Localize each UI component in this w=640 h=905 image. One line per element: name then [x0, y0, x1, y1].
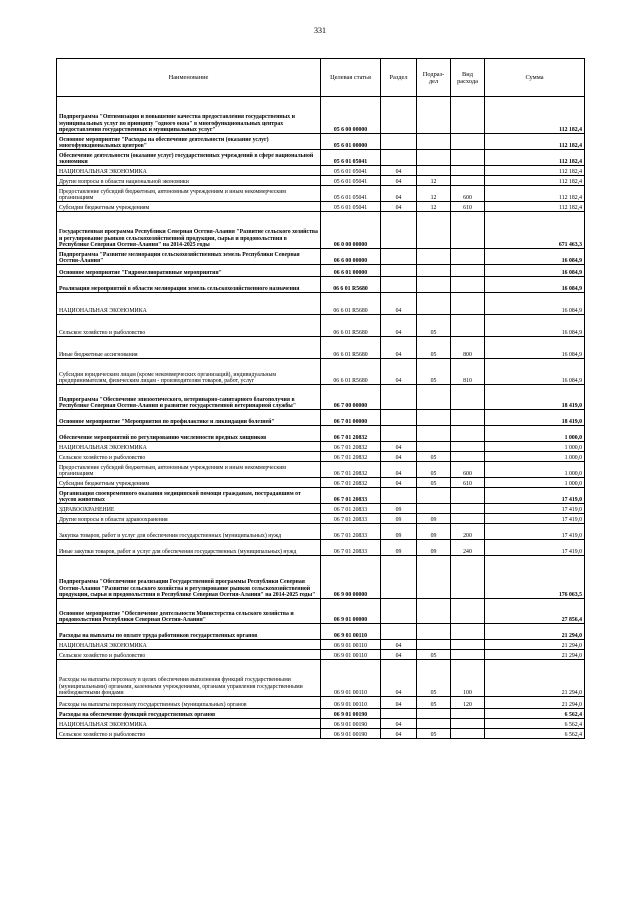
cell-target-article: 05 6 01 05041 [321, 186, 381, 202]
table-row [57, 359, 585, 385]
table-row [57, 202, 585, 212]
cell-sum: 1 000,0 [485, 462, 585, 478]
cell-expense-type [451, 556, 485, 599]
cell-target-article: 05 6 00 00000 [321, 97, 381, 134]
cell-name: Расходы на выплаты по оплате труда работников государственных органов [57, 624, 321, 640]
cell-target-article: 06 7 01 20833 [321, 514, 381, 524]
cell-target-article: 06 7 01 20832 [321, 442, 381, 452]
cell-expense-type [451, 709, 485, 719]
cell-section: 04 [381, 729, 417, 739]
cell-name: НАЦИОНАЛЬНАЯ ЭКОНОМИКА [57, 719, 321, 729]
cell-expense-type [451, 176, 485, 186]
cell-name: Предоставление субсидий бюджетным, автономным учреждениям и иным некоммерческим организациям [57, 186, 321, 202]
table-row [57, 426, 585, 442]
cell-sum: 21 294,0 [485, 640, 585, 650]
cell-expense-type: 240 [451, 540, 485, 556]
page-number: 331 [314, 26, 326, 35]
cell-expense-type [451, 426, 485, 442]
table-row [57, 277, 585, 293]
table-row [57, 729, 585, 739]
cell-section: 04 [381, 697, 417, 709]
cell-name: Иные закупки товаров, работ и услуг для обеспечения государственных (муниципальных) нужд [57, 540, 321, 556]
cell-sum: 16 084,9 [485, 265, 585, 277]
cell-subsection [417, 640, 451, 650]
cell-expense-type [451, 504, 485, 514]
cell-expense-type [451, 134, 485, 150]
table-row [57, 150, 585, 166]
cell-expense-type [451, 265, 485, 277]
table-row [57, 624, 585, 640]
cell-name: Подпрограмма "Оптимизация и повышение качества предоставления государственных и муниципальных услуг по принципу "одного окна" в многофункциональных центрах предоставления государственных и муниципальных услуг" [57, 97, 321, 134]
cell-sum: 17 419,0 [485, 524, 585, 540]
cell-subsection [417, 166, 451, 176]
table-row [57, 478, 585, 488]
table-row [57, 640, 585, 650]
cell-name: Обеспечение мероприятий по регулированию численности вредных хищников [57, 426, 321, 442]
cell-expense-type [451, 640, 485, 650]
cell-target-article: 06 9 01 00190 [321, 709, 381, 719]
cell-subsection [417, 504, 451, 514]
cell-target-article: 06 6 01 R5680 [321, 277, 381, 293]
cell-section: 04 [381, 337, 417, 359]
cell-target-article: 06 7 01 20833 [321, 540, 381, 556]
header-section: Раздел [381, 59, 417, 97]
cell-expense-type: 610 [451, 478, 485, 488]
cell-expense-type: 800 [451, 337, 485, 359]
cell-target-article: 06 7 01 20832 [321, 462, 381, 478]
cell-subsection: 05 [417, 452, 451, 462]
cell-sum: 1 000,0 [485, 426, 585, 442]
cell-section [381, 599, 417, 624]
cell-expense-type [451, 729, 485, 739]
cell-section: 09 [381, 514, 417, 524]
cell-name: Расходы на выплаты персоналу государственных (муниципальных) органов [57, 697, 321, 709]
cell-expense-type [451, 150, 485, 166]
table-row [57, 97, 585, 134]
cell-section: 04 [381, 315, 417, 337]
cell-sum: 16 084,9 [485, 277, 585, 293]
cell-subsection: 05 [417, 359, 451, 385]
cell-expense-type: 600 [451, 186, 485, 202]
cell-sum: 17 419,0 [485, 488, 585, 504]
table-row [57, 462, 585, 478]
cell-name: НАЦИОНАЛЬНАЯ ЭКОНОМИКА [57, 640, 321, 650]
cell-name: Сельское хозяйство и рыболовство [57, 650, 321, 660]
table-row [57, 293, 585, 315]
cell-section: 04 [381, 442, 417, 452]
cell-name: Сельское хозяйство и рыболовство [57, 729, 321, 739]
cell-subsection [417, 556, 451, 599]
cell-target-article: 06 7 01 20832 [321, 426, 381, 442]
cell-name: Субсидии юридическим лицам (кроме некоммерческих организаций), индивидуальным предпринимателям, физическим лицам - производителям товаров, работ, услуг [57, 359, 321, 385]
cell-name: Закупка товаров, работ и услуг для обеспечения государственных (муниципальных) нужд [57, 524, 321, 540]
table-row [57, 410, 585, 426]
cell-target-article: 06 7 01 00000 [321, 410, 381, 426]
cell-expense-type: 600 [451, 462, 485, 478]
table-row [57, 524, 585, 540]
cell-subsection: 09 [417, 514, 451, 524]
cell-target-article: 06 9 01 00110 [321, 640, 381, 650]
cell-section: 04 [381, 293, 417, 315]
cell-section [381, 488, 417, 504]
cell-section [381, 97, 417, 134]
cell-name: НАЦИОНАЛЬНАЯ ЭКОНОМИКА [57, 293, 321, 315]
cell-name: Государственная программа Республики Северная Осетия-Алания "Развитие сельского хозяйства и регулирование рынков сельскохозяйственной продукции, сырья и продовольствия в Республике Северная Осетия-Алания" на 2014-2025 годы [57, 212, 321, 249]
cell-sum: 112 182,4 [485, 166, 585, 176]
cell-name: Иные бюджетные ассигнования [57, 337, 321, 359]
cell-target-article: 06 6 01 R5680 [321, 337, 381, 359]
cell-target-article: 06 9 01 00190 [321, 719, 381, 729]
table-row [57, 134, 585, 150]
cell-section: 04 [381, 186, 417, 202]
cell-sum: 21 294,0 [485, 624, 585, 640]
cell-sum: 112 182,4 [485, 186, 585, 202]
cell-name: Расходы на выплаты персоналу в целях обеспечения выполнения функций государственными (муниципальными) органами, казенными учреждениями, органами управления государственными внебюджетными фондами [57, 660, 321, 697]
cell-target-article: 06 6 01 R5680 [321, 359, 381, 385]
cell-target-article: 06 7 01 20832 [321, 452, 381, 462]
cell-sum: 16 084,9 [485, 359, 585, 385]
cell-sum: 112 182,4 [485, 97, 585, 134]
cell-sum: 21 294,0 [485, 650, 585, 660]
cell-name: Основное мероприятие "Обеспечение деятельности Министерства сельского хозяйства и продовольствия Республики Северная Осетия-Алания" [57, 599, 321, 624]
cell-name: НАЦИОНАЛЬНАЯ ЭКОНОМИКА [57, 442, 321, 452]
table-row [57, 337, 585, 359]
cell-name: Основное мероприятие "Расходы на обеспечение деятельности (оказание услуг) многофункциональных центров" [57, 134, 321, 150]
cell-name: Подпрограмма "Обеспечение эпизоотического, ветеринарно-санитарного благополучия в Республике Северная Осетия-Алания и развитие государственной ветеринарной службы" [57, 385, 321, 410]
cell-sum: 18 419,0 [485, 385, 585, 410]
cell-expense-type [451, 442, 485, 452]
table-row [57, 385, 585, 410]
cell-subsection [417, 599, 451, 624]
cell-section [381, 410, 417, 426]
table-row [57, 719, 585, 729]
cell-target-article: 06 7 01 20833 [321, 504, 381, 514]
cell-section [381, 249, 417, 265]
cell-subsection: 05 [417, 478, 451, 488]
cell-target-article: 06 9 01 00110 [321, 624, 381, 640]
cell-expense-type [451, 385, 485, 410]
cell-target-article: 06 6 01 R5680 [321, 293, 381, 315]
cell-expense-type [451, 488, 485, 504]
cell-sum: 17 419,0 [485, 514, 585, 524]
cell-name: ЗДРАВООХРАНЕНИЕ [57, 504, 321, 514]
cell-subsection: 05 [417, 660, 451, 697]
table-row [57, 265, 585, 277]
cell-expense-type [451, 452, 485, 462]
cell-section [381, 709, 417, 719]
cell-subsection: 05 [417, 315, 451, 337]
table-row [57, 488, 585, 504]
cell-subsection [417, 385, 451, 410]
header-name: Наименование [57, 59, 321, 97]
cell-subsection [417, 488, 451, 504]
cell-subsection [417, 134, 451, 150]
cell-subsection: 09 [417, 540, 451, 556]
cell-subsection: 05 [417, 337, 451, 359]
cell-target-article: 05 6 01 05041 [321, 202, 381, 212]
cell-subsection [417, 624, 451, 640]
cell-target-article: 06 9 01 00110 [321, 650, 381, 660]
cell-expense-type: 200 [451, 524, 485, 540]
cell-subsection: 12 [417, 176, 451, 186]
cell-subsection: 12 [417, 186, 451, 202]
cell-section: 04 [381, 176, 417, 186]
table-row [57, 540, 585, 556]
cell-expense-type: 610 [451, 202, 485, 212]
cell-subsection [417, 719, 451, 729]
cell-section [381, 212, 417, 249]
cell-section [381, 624, 417, 640]
cell-target-article: 06 6 01 00000 [321, 265, 381, 277]
cell-name: Реализация мероприятий в области мелиорации земель сельскохозяйственного назначения [57, 277, 321, 293]
cell-target-article: 06 7 01 20833 [321, 488, 381, 504]
cell-sum: 18 419,0 [485, 410, 585, 426]
cell-target-article: 05 6 01 05041 [321, 150, 381, 166]
cell-subsection [417, 442, 451, 452]
cell-name: Предоставление субсидий бюджетным, автономным учреждениям и иным некоммерческим организациям [57, 462, 321, 478]
cell-sum: 112 182,4 [485, 150, 585, 166]
table-row [57, 599, 585, 624]
cell-subsection [417, 293, 451, 315]
budget-table [56, 58, 585, 739]
cell-expense-type: 810 [451, 359, 485, 385]
cell-target-article: 06 9 00 00000 [321, 556, 381, 599]
cell-sum: 112 182,4 [485, 176, 585, 186]
cell-target-article: 05 6 01 05041 [321, 166, 381, 176]
cell-section: 04 [381, 452, 417, 462]
cell-subsection [417, 426, 451, 442]
cell-sum: 17 419,0 [485, 540, 585, 556]
table-row [57, 650, 585, 660]
cell-expense-type [451, 514, 485, 524]
cell-expense-type: 100 [451, 660, 485, 697]
cell-sum: 6 562,4 [485, 729, 585, 739]
cell-subsection [417, 277, 451, 293]
cell-subsection [417, 410, 451, 426]
cell-name: Основное мероприятие "Гидромелиоративные мероприятия" [57, 265, 321, 277]
cell-section [381, 426, 417, 442]
cell-name: Обеспечение деятельности (оказание услуг) государственных учреждений в сфере национальной экономики [57, 150, 321, 166]
cell-expense-type: 120 [451, 697, 485, 709]
cell-name: Подпрограмма "Обеспечение реализации Государственной программы Республики Северная Осетия-Алания "Развитие сельского хозяйства и регулирование рынков сельскохозяйственной продукции, сырья и продовольствия в Республике Северная Осетия-Алания" на 2014-2025 годы" [57, 556, 321, 599]
table-row [57, 249, 585, 265]
cell-name: НАЦИОНАЛЬНАЯ ЭКОНОМИКА [57, 166, 321, 176]
cell-expense-type [451, 293, 485, 315]
cell-subsection: 05 [417, 697, 451, 709]
cell-target-article: 06 9 01 00190 [321, 729, 381, 739]
cell-name: Расходы на обеспечение функций государственных органов [57, 709, 321, 719]
cell-section: 04 [381, 478, 417, 488]
cell-section: 09 [381, 524, 417, 540]
cell-subsection [417, 97, 451, 134]
cell-target-article: 05 6 01 00000 [321, 134, 381, 150]
table-row [57, 709, 585, 719]
cell-section: 04 [381, 359, 417, 385]
cell-sum: 1 000,0 [485, 478, 585, 488]
cell-subsection: 12 [417, 202, 451, 212]
header-sum: Сумма [485, 59, 585, 97]
table-row [57, 514, 585, 524]
cell-sum: 16 084,9 [485, 293, 585, 315]
table-body [57, 97, 585, 739]
cell-target-article: 06 9 01 00110 [321, 660, 381, 697]
cell-expense-type [451, 249, 485, 265]
cell-target-article: 06 6 01 R5680 [321, 315, 381, 337]
cell-expense-type [451, 212, 485, 249]
cell-sum: 27 856,4 [485, 599, 585, 624]
cell-target-article: 06 7 01 20833 [321, 524, 381, 540]
cell-expense-type [451, 719, 485, 729]
cell-section [381, 556, 417, 599]
table-row [57, 315, 585, 337]
cell-name: Подпрограмма "Развитие мелиорации сельскохозяйственных земель Республики Северная Осетия-Алания" [57, 249, 321, 265]
cell-section: 04 [381, 166, 417, 176]
cell-sum: 112 182,4 [485, 134, 585, 150]
cell-sum: 21 294,0 [485, 660, 585, 697]
cell-expense-type [451, 277, 485, 293]
cell-section: 04 [381, 462, 417, 478]
cell-sum: 671 463,3 [485, 212, 585, 249]
cell-name: Организация своевременного оказания медицинской помощи гражданам, пострадавшим от укусов животных [57, 488, 321, 504]
cell-expense-type [451, 624, 485, 640]
cell-section [381, 150, 417, 166]
cell-subsection [417, 150, 451, 166]
header-target-article: Целевая статья [321, 59, 381, 97]
cell-expense-type [451, 599, 485, 624]
cell-name: Основное мероприятие "Мероприятия по профилактике и ликвидации болезней" [57, 410, 321, 426]
cell-sum: 1 000,0 [485, 452, 585, 462]
cell-subsection: 05 [417, 729, 451, 739]
cell-name: Другие вопросы в области национальной экономики [57, 176, 321, 186]
cell-section: 04 [381, 640, 417, 650]
cell-subsection: 05 [417, 650, 451, 660]
cell-sum: 17 419,0 [485, 504, 585, 514]
cell-name: Другие вопросы в области здравоохранения [57, 514, 321, 524]
cell-section [381, 134, 417, 150]
table-row [57, 176, 585, 186]
cell-section: 04 [381, 719, 417, 729]
table-row [57, 556, 585, 599]
cell-target-article: 06 0 00 00000 [321, 212, 381, 249]
cell-subsection [417, 212, 451, 249]
cell-section [381, 385, 417, 410]
cell-target-article: 06 7 00 00000 [321, 385, 381, 410]
cell-sum: 16 084,9 [485, 337, 585, 359]
table-row [57, 452, 585, 462]
cell-name: Субсидии бюджетным учреждениям [57, 478, 321, 488]
cell-section: 04 [381, 202, 417, 212]
cell-section [381, 277, 417, 293]
cell-subsection [417, 709, 451, 719]
table-row [57, 504, 585, 514]
cell-sum: 112 182,4 [485, 202, 585, 212]
cell-sum: 21 294,0 [485, 697, 585, 709]
cell-target-article: 05 6 01 05041 [321, 176, 381, 186]
cell-sum: 16 084,9 [485, 315, 585, 337]
cell-section: 09 [381, 504, 417, 514]
cell-section: 09 [381, 540, 417, 556]
cell-expense-type [451, 650, 485, 660]
cell-expense-type [451, 410, 485, 426]
table-row [57, 697, 585, 709]
header-subsection: Подраз-дел [417, 59, 451, 97]
cell-subsection [417, 265, 451, 277]
cell-expense-type [451, 97, 485, 134]
cell-section: 04 [381, 650, 417, 660]
cell-sum: 6 562,4 [485, 709, 585, 719]
table-row [57, 166, 585, 176]
table-row [57, 660, 585, 697]
header-expense-type: Вид расхода [451, 59, 485, 97]
cell-section: 04 [381, 660, 417, 697]
table-row [57, 212, 585, 249]
cell-subsection: 05 [417, 462, 451, 478]
cell-target-article: 06 6 00 00000 [321, 249, 381, 265]
cell-expense-type [451, 166, 485, 176]
cell-section [381, 265, 417, 277]
cell-target-article: 06 9 01 00110 [321, 697, 381, 709]
cell-name: Субсидии бюджетным учреждениям [57, 202, 321, 212]
cell-subsection: 09 [417, 524, 451, 540]
cell-sum: 176 063,5 [485, 556, 585, 599]
cell-sum: 6 562,4 [485, 719, 585, 729]
table-row [57, 186, 585, 202]
cell-sum: 1 000,0 [485, 442, 585, 452]
table-header-row [57, 59, 585, 97]
cell-name: Сельское хозяйство и рыболовство [57, 452, 321, 462]
cell-name: Сельское хозяйство и рыболовство [57, 315, 321, 337]
cell-expense-type [451, 315, 485, 337]
cell-target-article: 06 9 01 00000 [321, 599, 381, 624]
table-row [57, 442, 585, 452]
cell-subsection [417, 249, 451, 265]
cell-target-article: 06 7 01 20832 [321, 478, 381, 488]
cell-sum: 16 084,9 [485, 249, 585, 265]
